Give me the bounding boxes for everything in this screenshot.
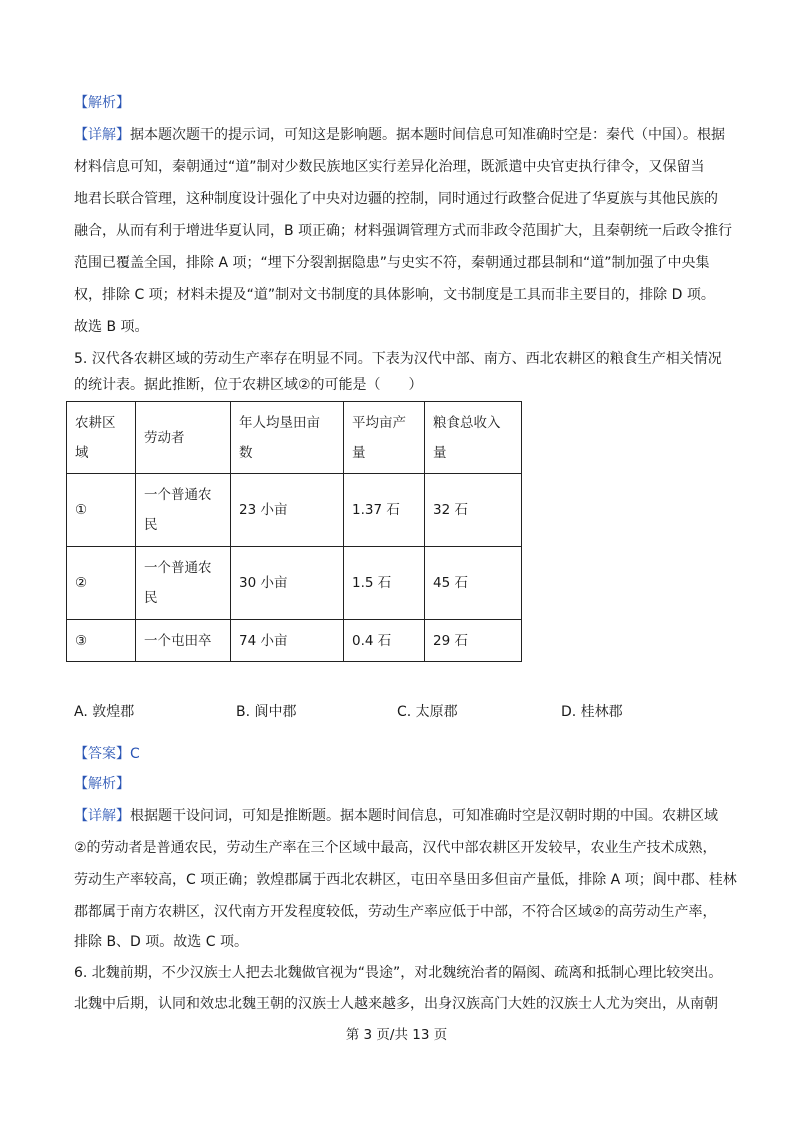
total-cell: 29 石 bbox=[425, 620, 522, 662]
region-cell: ② bbox=[67, 547, 136, 620]
option-d: D. 桂林郡 bbox=[561, 704, 623, 720]
analysis-line: 融合，从而有利于增进华夏认同，B 项正确；材料强调管理方式而非政令范围扩大，且秦朝统一后政令推行 bbox=[74, 223, 733, 239]
grain-production-table bbox=[66, 401, 522, 662]
question-stem: 5. 汉代各农耕区域的劳动生产率存在明显不同。下表为汉代中部、南方、西北农耕区的粮食生产相关情况 bbox=[74, 351, 722, 367]
analysis-line: 【详解】据本题次题干的提示词，可知这是影响题。据本题时间信息可知准确时空是：秦代（中国）。根据 bbox=[74, 127, 725, 143]
total-cell: 32 石 bbox=[425, 474, 522, 547]
total-cell: 45 石 bbox=[425, 547, 522, 620]
option-c: C. 太原郡 bbox=[397, 704, 458, 720]
analysis-line: 地君长联合管理，这种制度设计强化了中央对边疆的控制，同时通过行政整合促进了华夏族与其他民族的 bbox=[74, 191, 718, 207]
analysis-line: 郡都属于南方农耕区，汉代南方开发程度较低，劳动生产率应低于中部，不符合区域②的高劳动生产率， bbox=[74, 904, 717, 920]
header-cell: 农耕区 域 bbox=[67, 402, 136, 474]
yield-cell: 0.4 石 bbox=[344, 620, 425, 662]
region-cell: ③ bbox=[67, 620, 136, 662]
area-cell: 74 小亩 bbox=[231, 620, 344, 662]
question-stem: 6. 北魏前期，不少汉族士人把去北魏做官视为“畏途”，对北魏统治者的隔阂、疏离和抵制心理比较突出。 bbox=[74, 965, 723, 981]
header-cell: 粮食总收入 量 bbox=[425, 402, 522, 474]
answer-line: 【答案】C bbox=[74, 746, 140, 762]
analysis-line: 排除 B、D 项。故选 C 项。 bbox=[74, 934, 248, 950]
region-cell: ① bbox=[67, 474, 136, 547]
area-cell: 23 小亩 bbox=[231, 474, 344, 547]
analysis-line: ②的劳动者是普通农民，劳动生产率在三个区域中最高，汉代中部农耕区开发较早，农业生产技术成熟， bbox=[74, 840, 717, 856]
table-row bbox=[67, 547, 522, 620]
analysis-label: 【解析】 bbox=[74, 776, 130, 792]
detail-tag: 【详解】 bbox=[74, 808, 130, 824]
option-a: A. 敦煌郡 bbox=[74, 704, 135, 720]
header-cell: 年人均垦田亩 数 bbox=[231, 402, 344, 474]
page-number: 第 3 页/共 13 页 bbox=[345, 1027, 448, 1043]
analysis-line: 材料信息可知，秦朝通过“道”制对少数民族地区实行差异化治理，既派遣中央官吏执行律令，又保留当 bbox=[74, 159, 705, 175]
yield-cell: 1.37 石 bbox=[344, 474, 425, 547]
analysis-line: 【详解】根据题干设问词，可知是推断题。据本题时间信息，可知准确时空是汉朝时期的中国。农耕区域 bbox=[74, 808, 718, 824]
analysis-line: 权，排除 C 项；材料未提及“道”制对文书制度的具体影响，文书制度是工具而非主要目的，排除 D 项。 bbox=[74, 287, 715, 303]
analysis-label: 【解析】 bbox=[74, 95, 130, 111]
worker-cell: 一个屯田卒 bbox=[136, 620, 231, 662]
option-b: B. 阆中郡 bbox=[236, 704, 297, 720]
worker-cell: 一个普通农 民 bbox=[136, 547, 231, 620]
table-row bbox=[67, 620, 522, 662]
header-cell: 平均亩产 量 bbox=[344, 402, 425, 474]
detail-tag: 【详解】 bbox=[74, 127, 130, 143]
yield-cell: 1.5 石 bbox=[344, 547, 425, 620]
table-row bbox=[67, 474, 522, 547]
analysis-line: 劳动生产率较高，C 项正确；敦煌郡属于西北农耕区，屯田卒垦田多但亩产量低，排除 A 项；阆中郡、桂林 bbox=[74, 872, 737, 888]
area-cell: 30 小亩 bbox=[231, 547, 344, 620]
question-stem: 的统计表。据此推断，位于农耕区域②的可能是（ ） bbox=[74, 377, 423, 393]
worker-cell: 一个普通农 民 bbox=[136, 474, 231, 547]
analysis-line: 故选 B 项。 bbox=[74, 319, 149, 335]
question-stem: 北魏中后期，认同和效忠北魏王朝的汉族士人越来越多，出身汉族高门大姓的汉族士人尤为突出，从南朝 bbox=[74, 996, 718, 1012]
table-header-row bbox=[67, 402, 522, 474]
analysis-line: 范围已覆盖全国，排除 A 项；“埋下分裂割据隐患”与史实不符，秦朝通过郡县制和“道”制加强了中央集 bbox=[74, 255, 710, 271]
header-cell: 劳动者 bbox=[136, 402, 231, 474]
